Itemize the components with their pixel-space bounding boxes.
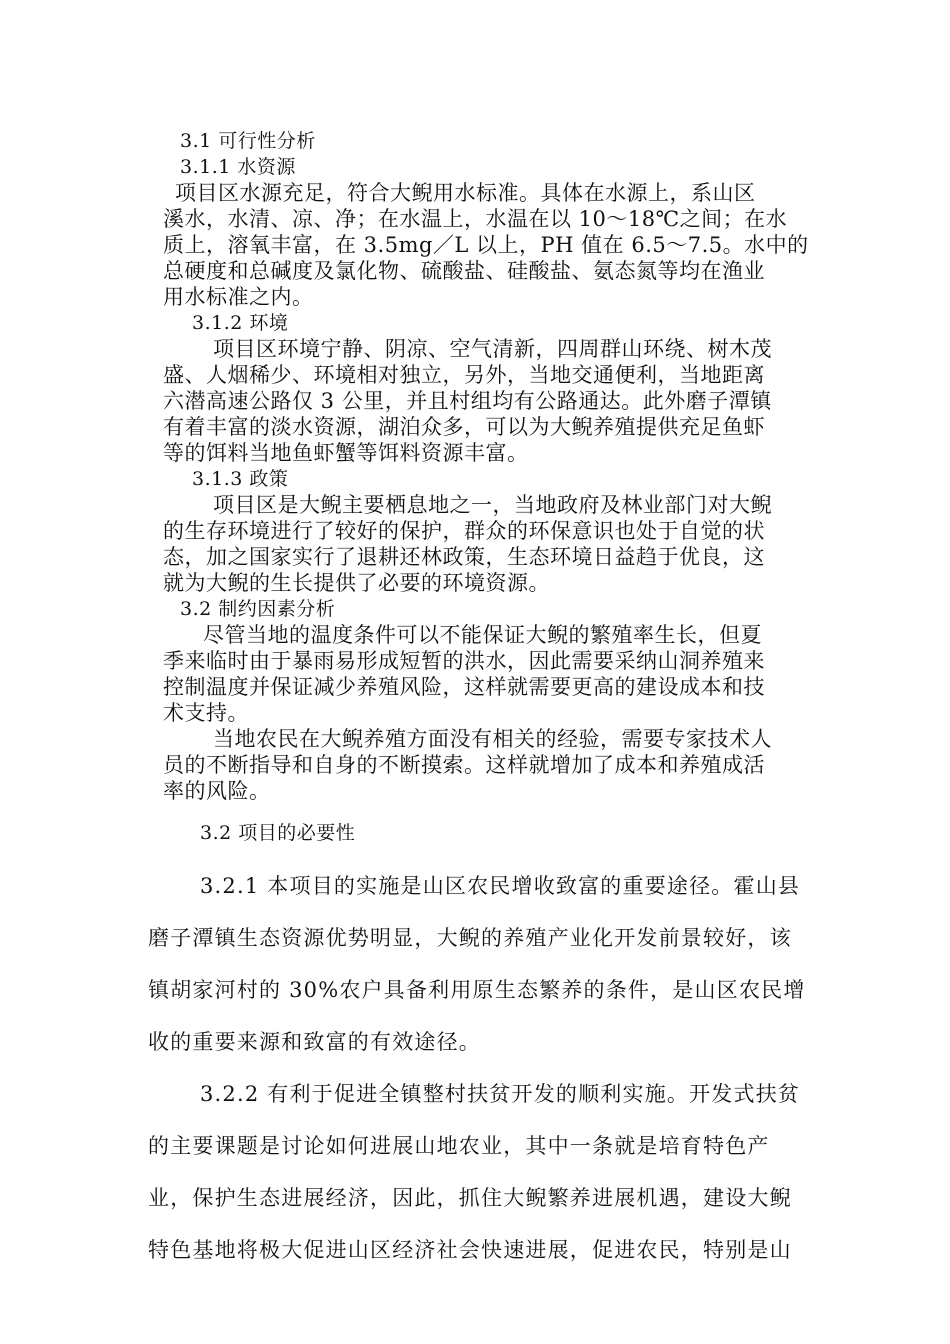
paragraph-line: 术支持。 xyxy=(163,701,249,725)
heading-3-1: 3.1 可行性分析 xyxy=(180,130,316,152)
paragraph-line: 当地农民在大鲵养殖方面没有相关的经验，需要专家技术人 xyxy=(213,727,772,751)
paragraph-line: 就为大鲵的生长提供了必要的环境资源。 xyxy=(163,571,550,595)
paragraph-line: 的主要课题是讨论如何进展山地农业，其中一条就是培育特色产 xyxy=(148,1134,770,1158)
paragraph-line: 磨子潭镇生态资源优势明显，大鲵的养殖产业化开发前景较好，该 xyxy=(148,926,792,950)
paragraph-line: 员的不断指导和自身的不断摸索。这样就增加了成本和养殖成活 xyxy=(163,753,765,777)
paragraph-line: 3.2.2 有利于促进全镇整村扶贫开发的顺利实施。开发式扶贫 xyxy=(200,1082,801,1106)
paragraph-line: 盛、人烟稀少、环境相对独立，另外，当地交通便利，当地距离 xyxy=(163,363,765,387)
heading-3-1-1: 3.1.1 水资源 xyxy=(180,156,296,178)
paragraph-line: 用水标准之内。 xyxy=(163,285,314,309)
paragraph-line: 质上，溶氧丰富，在 3.5mg／L 以上，PH 值在 6.5～7.5。水中的 xyxy=(163,233,809,257)
paragraph-line: 总硬度和总碱度及氯化物、硫酸盐、硅酸盐、氨态氮等均在渔业 xyxy=(163,259,765,283)
paragraph-line: 项目区是大鲵主要栖息地之一，当地政府及林业部门对大鲵 xyxy=(213,493,772,517)
heading-3-1-2: 3.1.2 环境 xyxy=(192,312,289,334)
paragraph-line: 六潜高速公路仅 3 公里，并且村组均有公路通达。此外磨子潭镇 xyxy=(163,389,772,413)
paragraph-line: 项目区水源充足，符合大鲵用水标准。具体在水源上，系山区 xyxy=(175,181,756,205)
paragraph-line: 季来临时由于暴雨易形成短暂的洪水，因此需要采纳山洞养殖来 xyxy=(163,649,765,673)
paragraph-line: 的生存环境进行了较好的保护，群众的环保意识也处于自觉的状 xyxy=(163,519,765,543)
heading-3-2-constraints: 3.2 制约因素分析 xyxy=(180,598,336,620)
paragraph-line: 业，保护生态进展经济，因此，抓住大鲵繁养进展机遇，建设大鲵 xyxy=(148,1186,792,1210)
paragraph-line: 项目区环境宁静、阴凉、空气清新，四周群山环绕、树木茂 xyxy=(213,337,772,361)
paragraph-line: 尽管当地的温度条件可以不能保证大鲵的繁殖率生长，但夏 xyxy=(203,623,762,647)
paragraph-line: 态，加之国家实行了退耕还林政策，生态环境日益趋于优良，这 xyxy=(163,545,765,569)
paragraph-line: 特色基地将极大促进山区经济社会快速进展，促进农民，特别是山 xyxy=(148,1238,792,1262)
paragraph-line: 有着丰富的淡水资源，湖泊众多，可以为大鲵养殖提供充足鱼虾 xyxy=(163,415,765,439)
paragraph-line: 收的重要来源和致富的有效途径。 xyxy=(148,1030,481,1054)
paragraph-line: 等的饵料当地鱼虾蟹等饵料资源丰富。 xyxy=(163,441,529,465)
heading-3-1-3: 3.1.3 政策 xyxy=(192,468,289,490)
heading-3-2-necessity: 3.2 项目的必要性 xyxy=(200,822,356,844)
paragraph-line: 溪水，水清、凉、净；在水温上，水温在以 10～18℃之间；在水 xyxy=(163,207,788,231)
paragraph-line: 3.2.1 本项目的实施是山区农民增收致富的重要途径。霍山县 xyxy=(200,874,801,898)
paragraph-line: 控制温度并保证减少养殖风险，这样就需要更高的建设成本和技 xyxy=(163,675,765,699)
paragraph-line: 镇胡家河村的 30%农户具备利用原生态繁养的条件，是山区农民增 xyxy=(148,978,806,1002)
paragraph-line: 率的风险。 xyxy=(163,779,271,803)
